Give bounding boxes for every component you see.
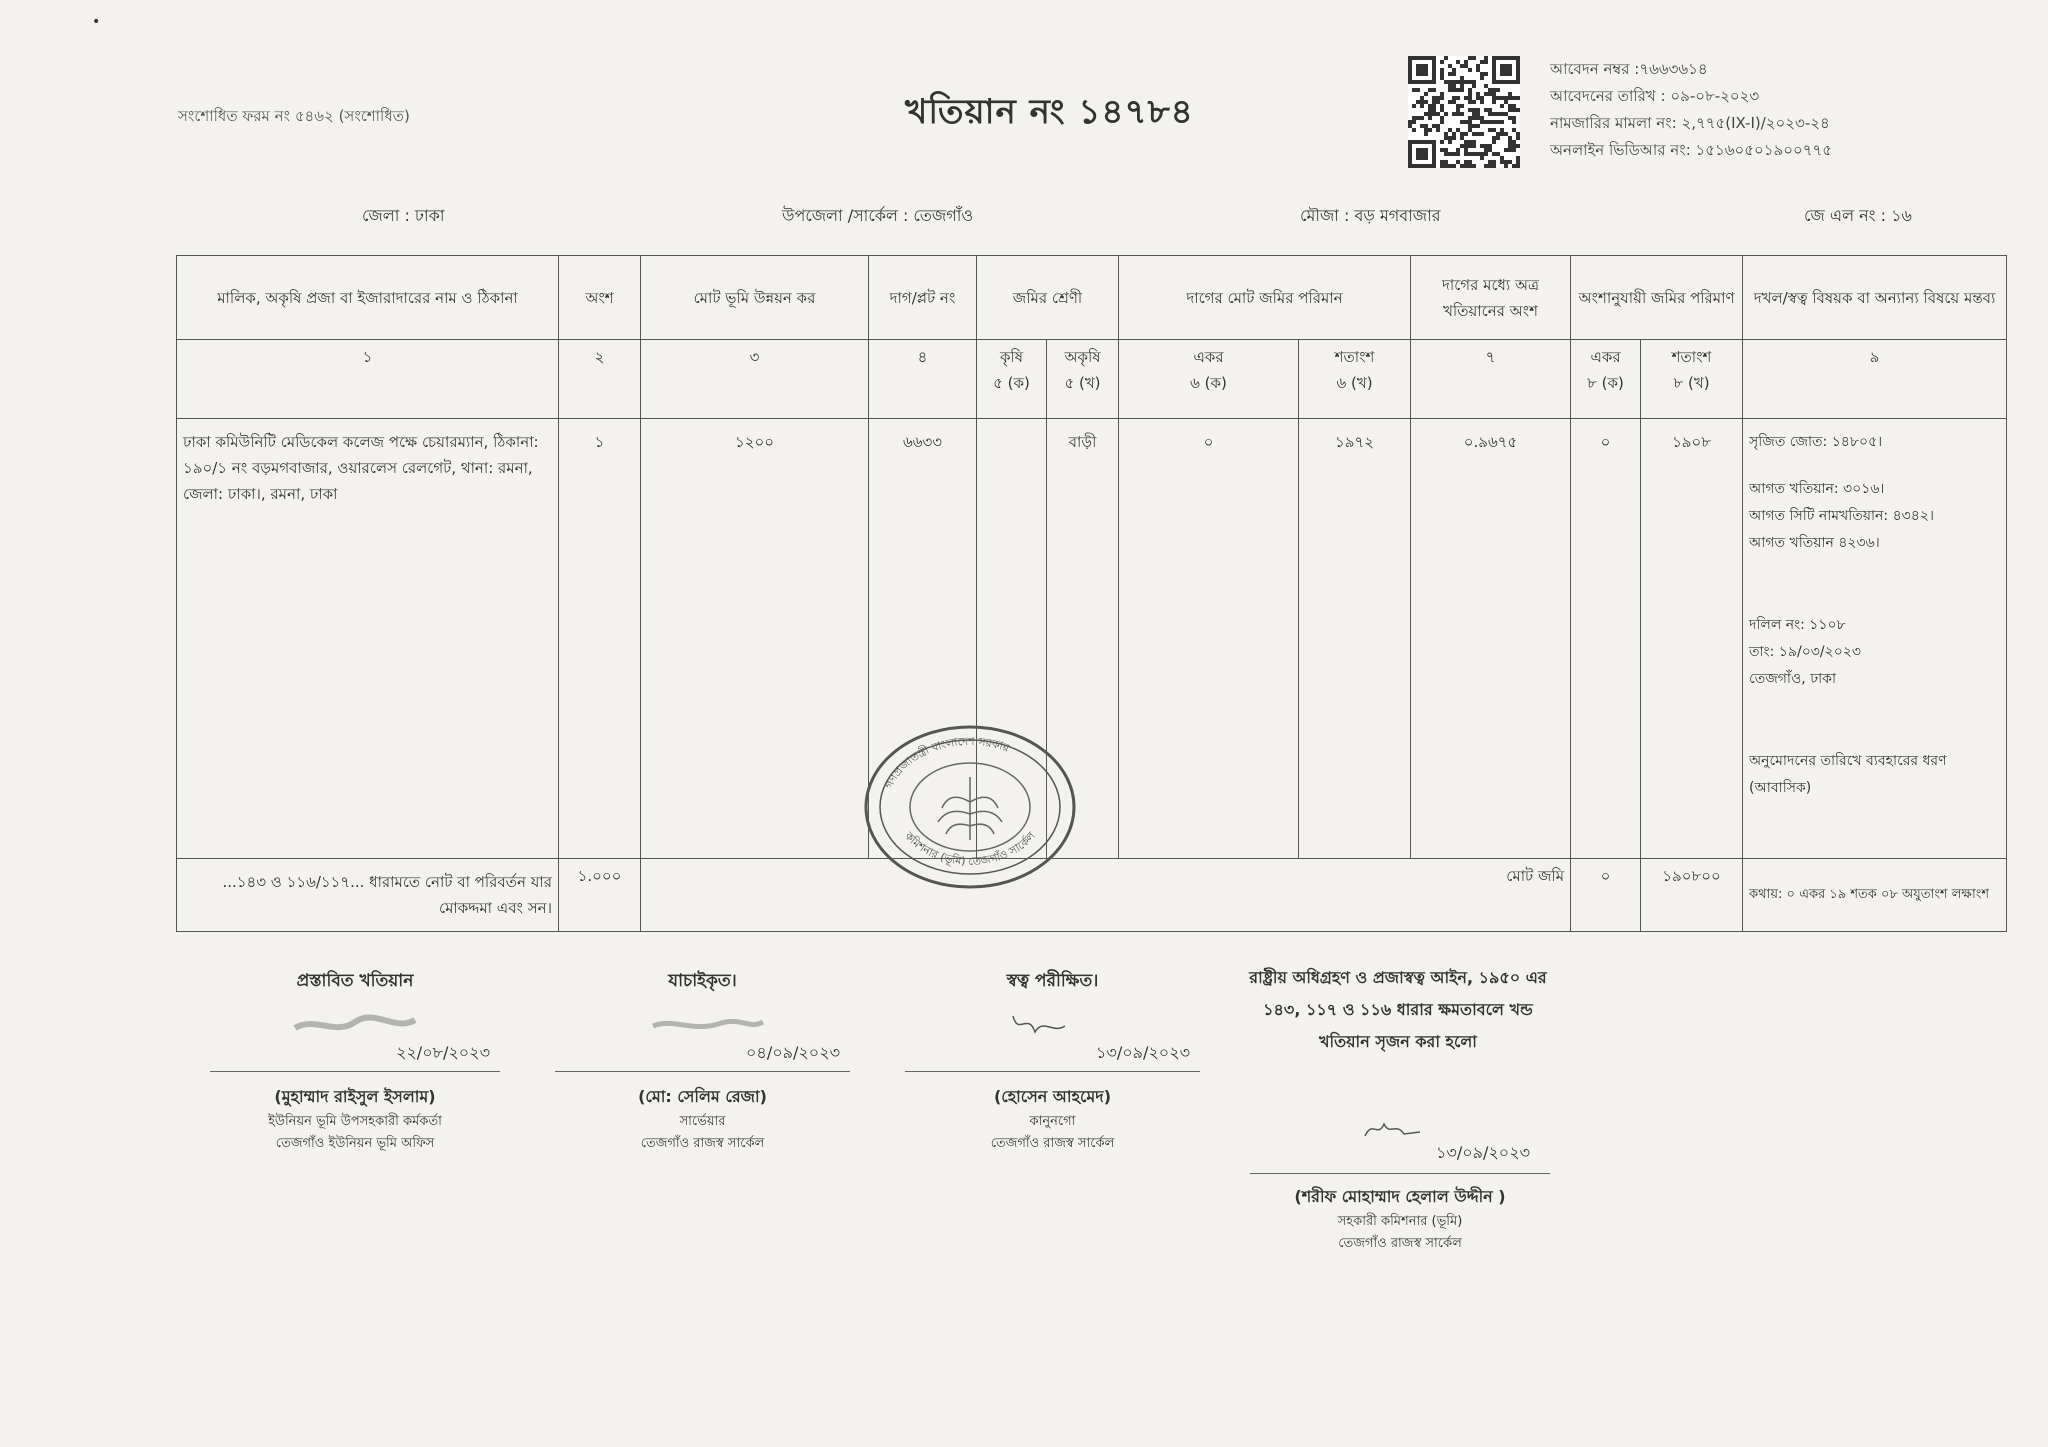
remark-city-khatian: আগত সিটি নামখতিয়ান: ৪৩৪২।: [1749, 508, 1934, 524]
colnum-5a: [977, 340, 1047, 419]
colnum-8a-label: একর: [1590, 348, 1621, 366]
colnum-8a-sub: ৮ (ক): [1587, 374, 1624, 392]
header-remarks: দখল/স্বত্ব বিষয়ক বা অন্যান্য বিষয়ে মন্তব্য: [1743, 256, 2007, 340]
colnum-8b-sub: ৮ (খ): [1673, 374, 1710, 392]
remark-deed-place: তেজগাঁও, ঢাকা: [1749, 671, 1837, 687]
official-seal-icon: [860, 722, 1080, 892]
remark-source-khatian-2: আগত খতিয়ান ৪২৩৬।: [1749, 535, 1880, 551]
header-land-class: জমির শ্রেণী: [977, 256, 1119, 340]
signature-line: [555, 1071, 850, 1072]
signatory-name: (মুহাম্মাদ রাইসুল ইসলাম): [274, 1087, 436, 1106]
signature-block-title-checked: [905, 968, 1200, 1155]
jl-number: জে এল নং : ১৬: [1804, 206, 1912, 225]
signature-line: [210, 1071, 500, 1072]
signature-date: ০৪/০৯/২০২৩: [746, 1043, 840, 1062]
colnum-1: ১: [177, 340, 559, 419]
total-shotangsho: ১৯০৮০০: [1641, 859, 1743, 932]
acre-cell: ০: [1119, 419, 1299, 859]
colnum-2: ২: [559, 340, 641, 419]
total-share: ১.০০০: [559, 859, 641, 932]
signatory-name: (হোসেন আহমেদ): [993, 1087, 1112, 1106]
colnum-3: ৩: [641, 340, 869, 419]
khatian-share-cell: ০.৯৬৭৫: [1411, 419, 1571, 859]
colnum-6b-label: শতাংশ: [1334, 348, 1375, 366]
signature-date: ১৩/০৯/২০২৩: [1096, 1043, 1190, 1062]
signatory-name: (শরীফ মোহাম্মাদ হেলাল উদ্দীন ): [1294, 1187, 1506, 1206]
signature-block-verified: [555, 968, 850, 1155]
remark-usage-type: অনুমোদনের তারিখে ব্যবহারের ধরণ (আবাসিক): [1749, 753, 1947, 796]
total-acre: ০: [1571, 859, 1641, 932]
tax-cell: ১২০০: [641, 419, 869, 859]
colnum-4: ৪: [869, 340, 977, 419]
dag-cell: ৬৬৩৩: [869, 419, 977, 859]
signature-block-approved: [1250, 1118, 1550, 1255]
signature-scribble-icon: [1250, 1118, 1550, 1140]
header-row: [177, 256, 2007, 340]
document-title: খতিয়ান নং ১৪৭৮৪: [905, 92, 1194, 132]
signatory-office: তেজগাঁও ইউনিয়ন ভূমি অফিস: [275, 1136, 435, 1151]
khatian-table: [176, 255, 2007, 932]
colnum-8b: [1641, 340, 1743, 419]
colnum-6b-sub: ৬ (খ): [1336, 374, 1373, 392]
colnum-9: ৯: [1743, 340, 2007, 419]
remark-source-khatian: আগত খতিয়ান: ৩০১৬।: [1749, 481, 1885, 497]
corner-dot: •: [92, 14, 101, 30]
qr-code-icon: [1408, 56, 1520, 168]
seal-inner-text: কমিশনার (ভূমি) তেজগাঁও সার্কেল: [902, 829, 1038, 868]
signatory-role: সহকারী কমিশনার (ভূমি): [1337, 1214, 1463, 1229]
mutation-case-number: নামজারির মামলা নং: ২,৭৭৫(IX-I)/২০২৩-২৪: [1550, 114, 1830, 132]
signature-scribble-icon: [905, 1010, 1200, 1040]
total-in-words: কথায়: ০ একর ১৯ শতক ০৮ অযুতাংশ লক্ষাংশ: [1743, 859, 2007, 932]
signature-heading: যাচাইকৃত।: [668, 971, 737, 991]
header-dag-area: দাগের মোট জমির পরিমান: [1119, 256, 1411, 340]
remark-created-jot: সৃজিত জোত: ১৪৮০৫।: [1749, 434, 1883, 450]
signature-scribble-icon: [210, 1010, 500, 1040]
owner-cell: ঢাকা কমিউনিটি মেডিকেল কলেজ পক্ষে চেয়ারম্যান, ঠিকানা: ১৯০/১ নং বড়মগবাজার, ওয়ারলেস রেলগেট, থানা: রমনা, জেলা: ঢাকা।, রমনা, ঢাকা: [177, 419, 559, 859]
legal-authority-text: রাষ্ট্রীয় অধিগ্রহণ ও প্রজাস্বত্ব আইন, ১৯৫০ এর ১৪৩, ১১৭ ও ১১৬ ধারার ক্ষমতাবলে খন্ড খতিয়ান সৃজন করা হলো: [1249, 968, 1547, 1051]
remark-deed-number: দলিল নং: ১১০৮: [1749, 617, 1846, 633]
colnum-6a-label: একর: [1193, 348, 1224, 366]
colnum-5b-sub: ৫ (খ): [1064, 374, 1101, 392]
total-note: ...১৪৩ ও ১১৬/১১৭... ধারামতে নোট বা পরিবর্তন যার মোকদ্দমা এবং সন।: [177, 859, 559, 932]
signature-scribble-icon: [555, 1010, 850, 1040]
form-number: সংশোধিত ফরম নং ৫৪৬২ (সংশোধিত): [178, 107, 410, 125]
colnum-6b: [1299, 340, 1411, 419]
total-row: [177, 859, 2007, 932]
seal-outer-text: গণপ্রজাতন্ত্রী বাংলাদেশ সরকার: [882, 734, 1011, 791]
header-owner: মালিক, অকৃষি প্রজা বা ইজারাদারের নাম ও ঠিকানা: [177, 256, 559, 340]
share-cell: ১: [559, 419, 641, 859]
shotangsho-cell: ১৯৭২: [1299, 419, 1411, 859]
table-row: [177, 419, 2007, 859]
header-dag: দাগ/প্লট নং: [869, 256, 977, 340]
online-vdr-number: অনলাইন ভিডিআর নং: ১৫১৬০৫০১৯০০৭৭৫: [1550, 141, 1832, 159]
signatory-office: তেজগাঁও রাজস্ব সার্কেল: [1338, 1236, 1462, 1251]
signature-heading: প্রস্তাবিত খতিয়ান: [296, 971, 414, 991]
total-label: মোট জমি: [641, 859, 1571, 932]
application-info: [1550, 56, 1832, 164]
colnum-5a-sub: ৫ (ক): [993, 374, 1030, 392]
header-tax: মোট ভূমি উন্নয়ন কর: [641, 256, 869, 340]
colnum-5a-label: কৃষি: [999, 348, 1024, 366]
application-date: আবেদনের তারিখ : ০৯-০৮-২০২৩: [1550, 87, 1760, 105]
column-number-row: [177, 340, 2007, 419]
signatory-role: কানুনগো: [1029, 1114, 1076, 1129]
remarks-cell: [1743, 419, 2007, 859]
remark-deed-date: তাং: ১৯/০৩/২০২৩: [1749, 644, 1862, 660]
upazila: উপজেলা /সার্কেল : তেজগাঁও: [782, 206, 974, 225]
share-acre-cell: ০: [1571, 419, 1641, 859]
signatory-name: (মো: সেলিম রেজা): [638, 1087, 767, 1106]
signatory-office: তেজগাঁও রাজস্ব সার্কেল: [640, 1136, 765, 1151]
signatory-role: সার্ভেয়ার: [679, 1114, 726, 1129]
colnum-7: ৭: [1411, 340, 1571, 419]
header-share: অংশ: [559, 256, 641, 340]
colnum-5b-label: অকৃষি: [1064, 348, 1101, 366]
application-number: আবেদন নম্বর :৭৬৬৩৬১৪: [1550, 60, 1708, 78]
colnum-5b: [1047, 340, 1119, 419]
colnum-6a: [1119, 340, 1299, 419]
signature-line: [1250, 1173, 1550, 1174]
signature-date: ২২/০৮/২০২৩: [396, 1043, 490, 1062]
signature-date: ১৩/০৯/২০২৩: [1436, 1143, 1530, 1162]
colnum-6a-sub: ৬ (ক): [1190, 374, 1227, 392]
mouza: মৌজা : বড় মগবাজার: [1300, 206, 1441, 225]
share-shotangsho-cell: ১৯০৮: [1641, 419, 1743, 859]
akrishi-cell: বাড়ী: [1047, 419, 1119, 859]
signatory-office: তেজগাঁও রাজস্ব সার্কেল: [990, 1136, 1115, 1151]
signature-heading: স্বত্ব পরীক্ষিত।: [1006, 971, 1099, 991]
header-share-area: অংশানুযায়ী জমির পরিমাণ: [1571, 256, 1743, 340]
district: জেলা : ঢাকা: [362, 206, 445, 225]
colnum-8b-label: শতাংশ: [1671, 348, 1712, 366]
signature-line: [905, 1071, 1200, 1072]
header-khatian-share: দাগের মধ্যে অত্র খতিয়ানের অংশ: [1411, 256, 1571, 340]
colnum-8a: [1571, 340, 1641, 419]
signatory-role: ইউনিয়ন ভূমি উপসহকারী কর্মকর্তা: [268, 1114, 442, 1129]
signature-block-proposed: [210, 968, 500, 1155]
